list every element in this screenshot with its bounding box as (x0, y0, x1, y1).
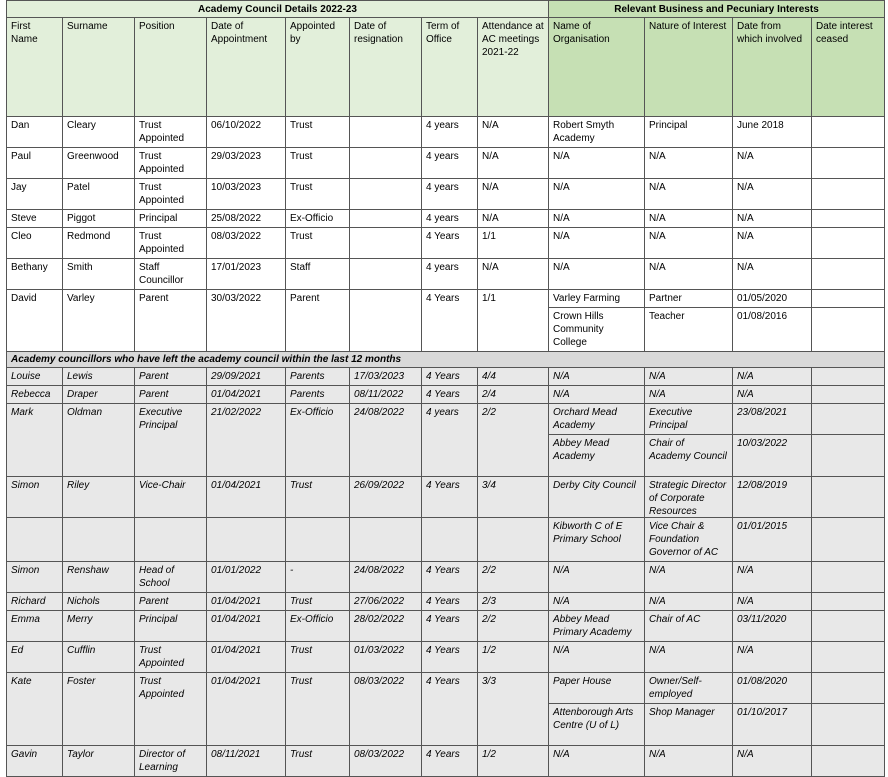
cell-term: 4 Years (422, 386, 478, 404)
cell-term: 4 Years (422, 611, 478, 642)
cell-date-from: N/A (733, 746, 812, 777)
cell-first: Simon (7, 562, 63, 593)
table-row (7, 404, 885, 435)
cell-by: Trust (286, 117, 350, 148)
cell-appointed: 21/02/2022 (207, 404, 286, 477)
cell-term: 4 years (422, 259, 478, 290)
cell-attendance: 2/3 (478, 593, 549, 611)
cell-nature-of-interest: Teacher (645, 308, 733, 352)
cell-nature-of-interest: N/A (645, 210, 733, 228)
cell-term: 4 years (422, 404, 478, 477)
cell-nature-of-interest: N/A (645, 562, 733, 593)
cell-nature-of-interest: Strategic Director of Corporate Resources (645, 477, 733, 532)
cell-first: Louise (7, 368, 63, 386)
cell-nature-of-interest: N/A (645, 593, 733, 611)
cell-by: Trust (286, 746, 350, 777)
cell-empty (422, 518, 478, 562)
cell-date-from: 01/01/2015 (733, 518, 812, 562)
cell-first: Richard (7, 593, 63, 611)
cell-appointed: 01/04/2021 (207, 477, 286, 532)
column-header: Date of Appointment (207, 18, 286, 117)
cell-attendance: 2/2 (478, 611, 549, 642)
column-header: Appointed by (286, 18, 350, 117)
cell-appointed: 01/04/2021 (207, 593, 286, 611)
cell-organisation: Derby City Council (549, 477, 645, 532)
cell-first: Steve (7, 210, 63, 228)
cell-date-ceased (812, 148, 885, 179)
cell-by: Trust (286, 593, 350, 611)
cell-attendance: 1/2 (478, 642, 549, 673)
cell-first: Emma (7, 611, 63, 642)
column-header: Name of Organisation (549, 18, 645, 117)
cell-resigned (350, 259, 422, 290)
cell-organisation: Kibworth C of E Primary School (549, 518, 645, 562)
cell-resigned: 27/06/2022 (350, 593, 422, 611)
column-header: First Name (7, 18, 63, 117)
cell-attendance: 2/2 (478, 562, 549, 593)
cell-nature-of-interest: Chair of Academy Council (645, 435, 733, 477)
cell-date-from: 01/05/2020 (733, 290, 812, 308)
cell-first: Paul (7, 148, 63, 179)
cell-term: 4 Years (422, 746, 478, 777)
cell-organisation: N/A (549, 642, 645, 673)
cell-attendance: 1/1 (478, 290, 549, 352)
column-header: Surname (63, 18, 135, 117)
cell-surname: Taylor (63, 746, 135, 777)
cell-date-ceased (812, 404, 885, 435)
cell-organisation: N/A (549, 562, 645, 593)
cell-surname: Merry (63, 611, 135, 642)
section-title-row (7, 352, 885, 368)
cell-first: Rebecca (7, 386, 63, 404)
cell-date-from: 01/08/2020 (733, 673, 812, 704)
cell-date-ceased (812, 518, 885, 562)
cell-nature-of-interest: Shop Manager (645, 704, 733, 746)
cell-appointed: 01/04/2021 (207, 386, 286, 404)
cell-date-from: N/A (733, 259, 812, 290)
cell-organisation: Abbey Mead Academy (549, 435, 645, 477)
cell-attendance: N/A (478, 210, 549, 228)
cell-position: Staff Councillor (135, 259, 207, 290)
cell-appointed: 01/04/2021 (207, 673, 286, 746)
cell-first: Ed (7, 642, 63, 673)
cell-organisation: N/A (549, 259, 645, 290)
cell-appointed: 01/04/2021 (207, 611, 286, 642)
cell-date-ceased (812, 290, 885, 308)
cell-first: Dan (7, 117, 63, 148)
cell-by: Trust (286, 642, 350, 673)
cell-surname: Nichols (63, 593, 135, 611)
cell-date-ceased (812, 704, 885, 746)
cell-position: Trust Appointed (135, 673, 207, 746)
cell-organisation: N/A (549, 179, 645, 210)
cell-appointed: 08/11/2021 (207, 746, 286, 777)
cell-term: 4 Years (422, 673, 478, 746)
column-header-row (7, 18, 885, 117)
table-row (7, 368, 885, 386)
cell-organisation: Robert Smyth Academy (549, 117, 645, 148)
council-table-page-1 (6, 0, 885, 532)
cell-surname: Cleary (63, 117, 135, 148)
cell-resigned (350, 179, 422, 210)
cell-nature-of-interest: N/A (645, 179, 733, 210)
cell-empty (7, 518, 63, 562)
cell-surname: Foster (63, 673, 135, 746)
cell-surname: Piggot (63, 210, 135, 228)
cell-organisation: Paper House (549, 673, 645, 704)
cell-position: Trust Appointed (135, 642, 207, 673)
cell-first: Gavin (7, 746, 63, 777)
cell-position: Parent (135, 290, 207, 352)
table-row (7, 210, 885, 228)
cell-nature-of-interest: N/A (645, 746, 733, 777)
cell-date-from: N/A (733, 228, 812, 259)
group-header-council-details: Academy Council Details 2022-23 (7, 1, 549, 18)
cell-organisation: Varley Farming (549, 290, 645, 308)
cell-appointed: 01/01/2022 (207, 562, 286, 593)
group-header-row (7, 1, 885, 18)
cell-date-ceased (812, 117, 885, 148)
cell-nature-of-interest: N/A (645, 228, 733, 259)
cell-date-from: N/A (733, 562, 812, 593)
cell-by: Ex-Officio (286, 611, 350, 642)
cell-by: Trust (286, 228, 350, 259)
cell-organisation: N/A (549, 593, 645, 611)
column-header: Term of Office (422, 18, 478, 117)
cell-attendance: 3/3 (478, 673, 549, 746)
cell-attendance: 1/2 (478, 746, 549, 777)
cell-nature-of-interest: Partner (645, 290, 733, 308)
cell-appointed: 25/08/2022 (207, 210, 286, 228)
cell-term: 4 Years (422, 290, 478, 352)
cell-position: Head of School (135, 562, 207, 593)
column-header: Date from which involved (733, 18, 812, 117)
cell-date-ceased (812, 642, 885, 673)
table-row (7, 673, 885, 704)
cell-date-from: 01/10/2017 (733, 704, 812, 746)
cell-date-from: N/A (733, 386, 812, 404)
cell-by: Ex-Officio (286, 210, 350, 228)
table-row (7, 593, 885, 611)
cell-nature-of-interest: Vice Chair & Foundation Governor of AC (645, 518, 733, 562)
cell-attendance: N/A (478, 259, 549, 290)
cell-date-from: N/A (733, 368, 812, 386)
cell-appointed: 29/03/2023 (207, 148, 286, 179)
cell-organisation: N/A (549, 228, 645, 259)
cell-resigned: 26/09/2022 (350, 477, 422, 532)
cell-date-ceased (812, 435, 885, 477)
cell-surname: Greenwood (63, 148, 135, 179)
table-row (7, 228, 885, 259)
cell-nature-of-interest: Executive Principal (645, 404, 733, 435)
cell-organisation: Attenborough Arts Centre (U of L) (549, 704, 645, 746)
cell-by: Trust (286, 179, 350, 210)
cell-appointed: 10/03/2023 (207, 179, 286, 210)
cell-appointed: 06/10/2022 (207, 117, 286, 148)
cell-by: Trust (286, 148, 350, 179)
table-row (7, 642, 885, 673)
cell-position: Parent (135, 386, 207, 404)
cell-date-ceased (812, 179, 885, 210)
cell-date-ceased (812, 259, 885, 290)
cell-position: Principal (135, 611, 207, 642)
cell-resigned (350, 290, 422, 352)
cell-first: David (7, 290, 63, 352)
column-header: Nature of Interest (645, 18, 733, 117)
cell-surname: Redmond (63, 228, 135, 259)
cell-by: Parent (286, 290, 350, 352)
cell-position: Trust Appointed (135, 148, 207, 179)
cell-organisation: N/A (549, 148, 645, 179)
cell-surname: Draper (63, 386, 135, 404)
cell-first: Bethany (7, 259, 63, 290)
cell-date-from: June 2018 (733, 117, 812, 148)
cell-empty (286, 518, 350, 562)
cell-date-ceased (812, 228, 885, 259)
cell-position: Principal (135, 210, 207, 228)
cell-empty (207, 518, 286, 562)
cell-attendance: 4/4 (478, 368, 549, 386)
cell-empty (478, 518, 549, 562)
cell-nature-of-interest: N/A (645, 148, 733, 179)
cell-nature-of-interest: Owner/Self-employed (645, 673, 733, 704)
cell-date-from: 03/11/2020 (733, 611, 812, 642)
cell-date-from: 10/03/2022 (733, 435, 812, 477)
council-table-page-2 (6, 517, 885, 777)
cell-attendance: 1/1 (478, 228, 549, 259)
section-title: Academy councillors who have left the academy council within the last 12 months (7, 352, 885, 368)
cell-term: 4 years (422, 117, 478, 148)
column-header: Attendance at AC meetings 2021-22 (478, 18, 549, 117)
table-row (7, 117, 885, 148)
cell-empty (350, 518, 422, 562)
cell-date-from: N/A (733, 593, 812, 611)
cell-surname: Lewis (63, 368, 135, 386)
cell-by: Ex-Officio (286, 404, 350, 477)
cell-date-ceased (812, 593, 885, 611)
cell-organisation: Orchard Mead Academy (549, 404, 645, 435)
cell-resigned (350, 210, 422, 228)
cell-by: - (286, 562, 350, 593)
cell-first: Kate (7, 673, 63, 746)
cell-nature-of-interest: Principal (645, 117, 733, 148)
cell-by: Trust (286, 477, 350, 532)
cell-date-from: N/A (733, 642, 812, 673)
column-header: Position (135, 18, 207, 117)
cell-resigned (350, 117, 422, 148)
cell-term: 4 years (422, 179, 478, 210)
cell-organisation: Crown Hills Community College (549, 308, 645, 352)
cell-position: Trust Appointed (135, 117, 207, 148)
cell-term: 4 Years (422, 642, 478, 673)
cell-resigned (350, 228, 422, 259)
cell-organisation: Abbey Mead Primary Academy (549, 611, 645, 642)
table-row (7, 562, 885, 593)
cell-nature-of-interest: N/A (645, 259, 733, 290)
cell-organisation: N/A (549, 746, 645, 777)
cell-appointed: 01/04/2021 (207, 642, 286, 673)
cell-resigned: 24/08/2022 (350, 404, 422, 477)
cell-resigned: 24/08/2022 (350, 562, 422, 593)
cell-position: Parent (135, 368, 207, 386)
cell-position: Vice-Chair (135, 477, 207, 532)
cell-appointed: 30/03/2022 (207, 290, 286, 352)
cell-date-from: 01/08/2016 (733, 308, 812, 352)
cell-empty (63, 518, 135, 562)
cell-surname: Cufflin (63, 642, 135, 673)
cell-date-from: 23/08/2021 (733, 404, 812, 435)
cell-date-ceased (812, 368, 885, 386)
cell-date-ceased (812, 210, 885, 228)
cell-resigned: 01/03/2022 (350, 642, 422, 673)
cell-position: Trust Appointed (135, 228, 207, 259)
cell-attendance: N/A (478, 117, 549, 148)
cell-attendance: N/A (478, 148, 549, 179)
cell-surname: Smith (63, 259, 135, 290)
cell-term: 4 Years (422, 228, 478, 259)
cell-resigned (350, 148, 422, 179)
cell-first: Simon (7, 477, 63, 532)
cell-resigned: 17/03/2023 (350, 368, 422, 386)
cell-nature-of-interest: N/A (645, 368, 733, 386)
cell-date-ceased (812, 308, 885, 352)
cell-surname: Renshaw (63, 562, 135, 593)
table-row (7, 290, 885, 308)
table-row (7, 746, 885, 777)
cell-first: Jay (7, 179, 63, 210)
cell-resigned: 08/11/2022 (350, 386, 422, 404)
cell-term: 4 years (422, 210, 478, 228)
cell-attendance: 2/2 (478, 404, 549, 477)
cell-by: Parents (286, 386, 350, 404)
group-header-interests: Relevant Business and Pecuniary Interests (549, 1, 885, 18)
cell-empty (135, 518, 207, 562)
cell-position: Trust Appointed (135, 179, 207, 210)
table-row (7, 259, 885, 290)
cell-date-ceased (812, 386, 885, 404)
cell-organisation: N/A (549, 386, 645, 404)
cell-term: 4 Years (422, 593, 478, 611)
cell-attendance: 3/4 (478, 477, 549, 532)
cell-date-from: N/A (733, 148, 812, 179)
cell-by: Trust (286, 673, 350, 746)
table-row (7, 611, 885, 642)
cell-term: 4 Years (422, 477, 478, 532)
cell-organisation: N/A (549, 210, 645, 228)
cell-date-ceased (812, 562, 885, 593)
cell-date-ceased (812, 673, 885, 704)
cell-appointed: 08/03/2022 (207, 228, 286, 259)
cell-surname: Riley (63, 477, 135, 532)
cell-term: 4 Years (422, 368, 478, 386)
column-header: Date of resignation (350, 18, 422, 117)
table-row (7, 179, 885, 210)
cell-surname: Oldman (63, 404, 135, 477)
cell-nature-of-interest: N/A (645, 386, 733, 404)
cell-date-ceased (812, 746, 885, 777)
cell-attendance: N/A (478, 179, 549, 210)
cell-resigned: 08/03/2022 (350, 673, 422, 746)
cell-term: 4 Years (422, 562, 478, 593)
cell-position: Parent (135, 593, 207, 611)
cell-organisation: N/A (549, 368, 645, 386)
cell-position: Director of Learning (135, 746, 207, 777)
cell-by: Parents (286, 368, 350, 386)
table-row (7, 386, 885, 404)
cell-resigned: 08/03/2022 (350, 746, 422, 777)
cell-resigned: 28/02/2022 (350, 611, 422, 642)
cell-appointed: 17/01/2023 (207, 259, 286, 290)
cell-date-from: N/A (733, 210, 812, 228)
cell-attendance: 2/4 (478, 386, 549, 404)
cell-date-from: 12/08/2019 (733, 477, 812, 532)
cell-appointed: 29/09/2021 (207, 368, 286, 386)
table-row (7, 148, 885, 179)
cell-date-ceased (812, 611, 885, 642)
table-row (7, 518, 885, 562)
cell-date-from: N/A (733, 179, 812, 210)
cell-nature-of-interest: N/A (645, 642, 733, 673)
cell-nature-of-interest: Chair of AC (645, 611, 733, 642)
cell-position: Executive Principal (135, 404, 207, 477)
cell-first: Mark (7, 404, 63, 477)
column-header: Date interest ceased (812, 18, 885, 117)
cell-by: Staff (286, 259, 350, 290)
cell-surname: Varley (63, 290, 135, 352)
cell-first: Cleo (7, 228, 63, 259)
cell-term: 4 years (422, 148, 478, 179)
cell-surname: Patel (63, 179, 135, 210)
